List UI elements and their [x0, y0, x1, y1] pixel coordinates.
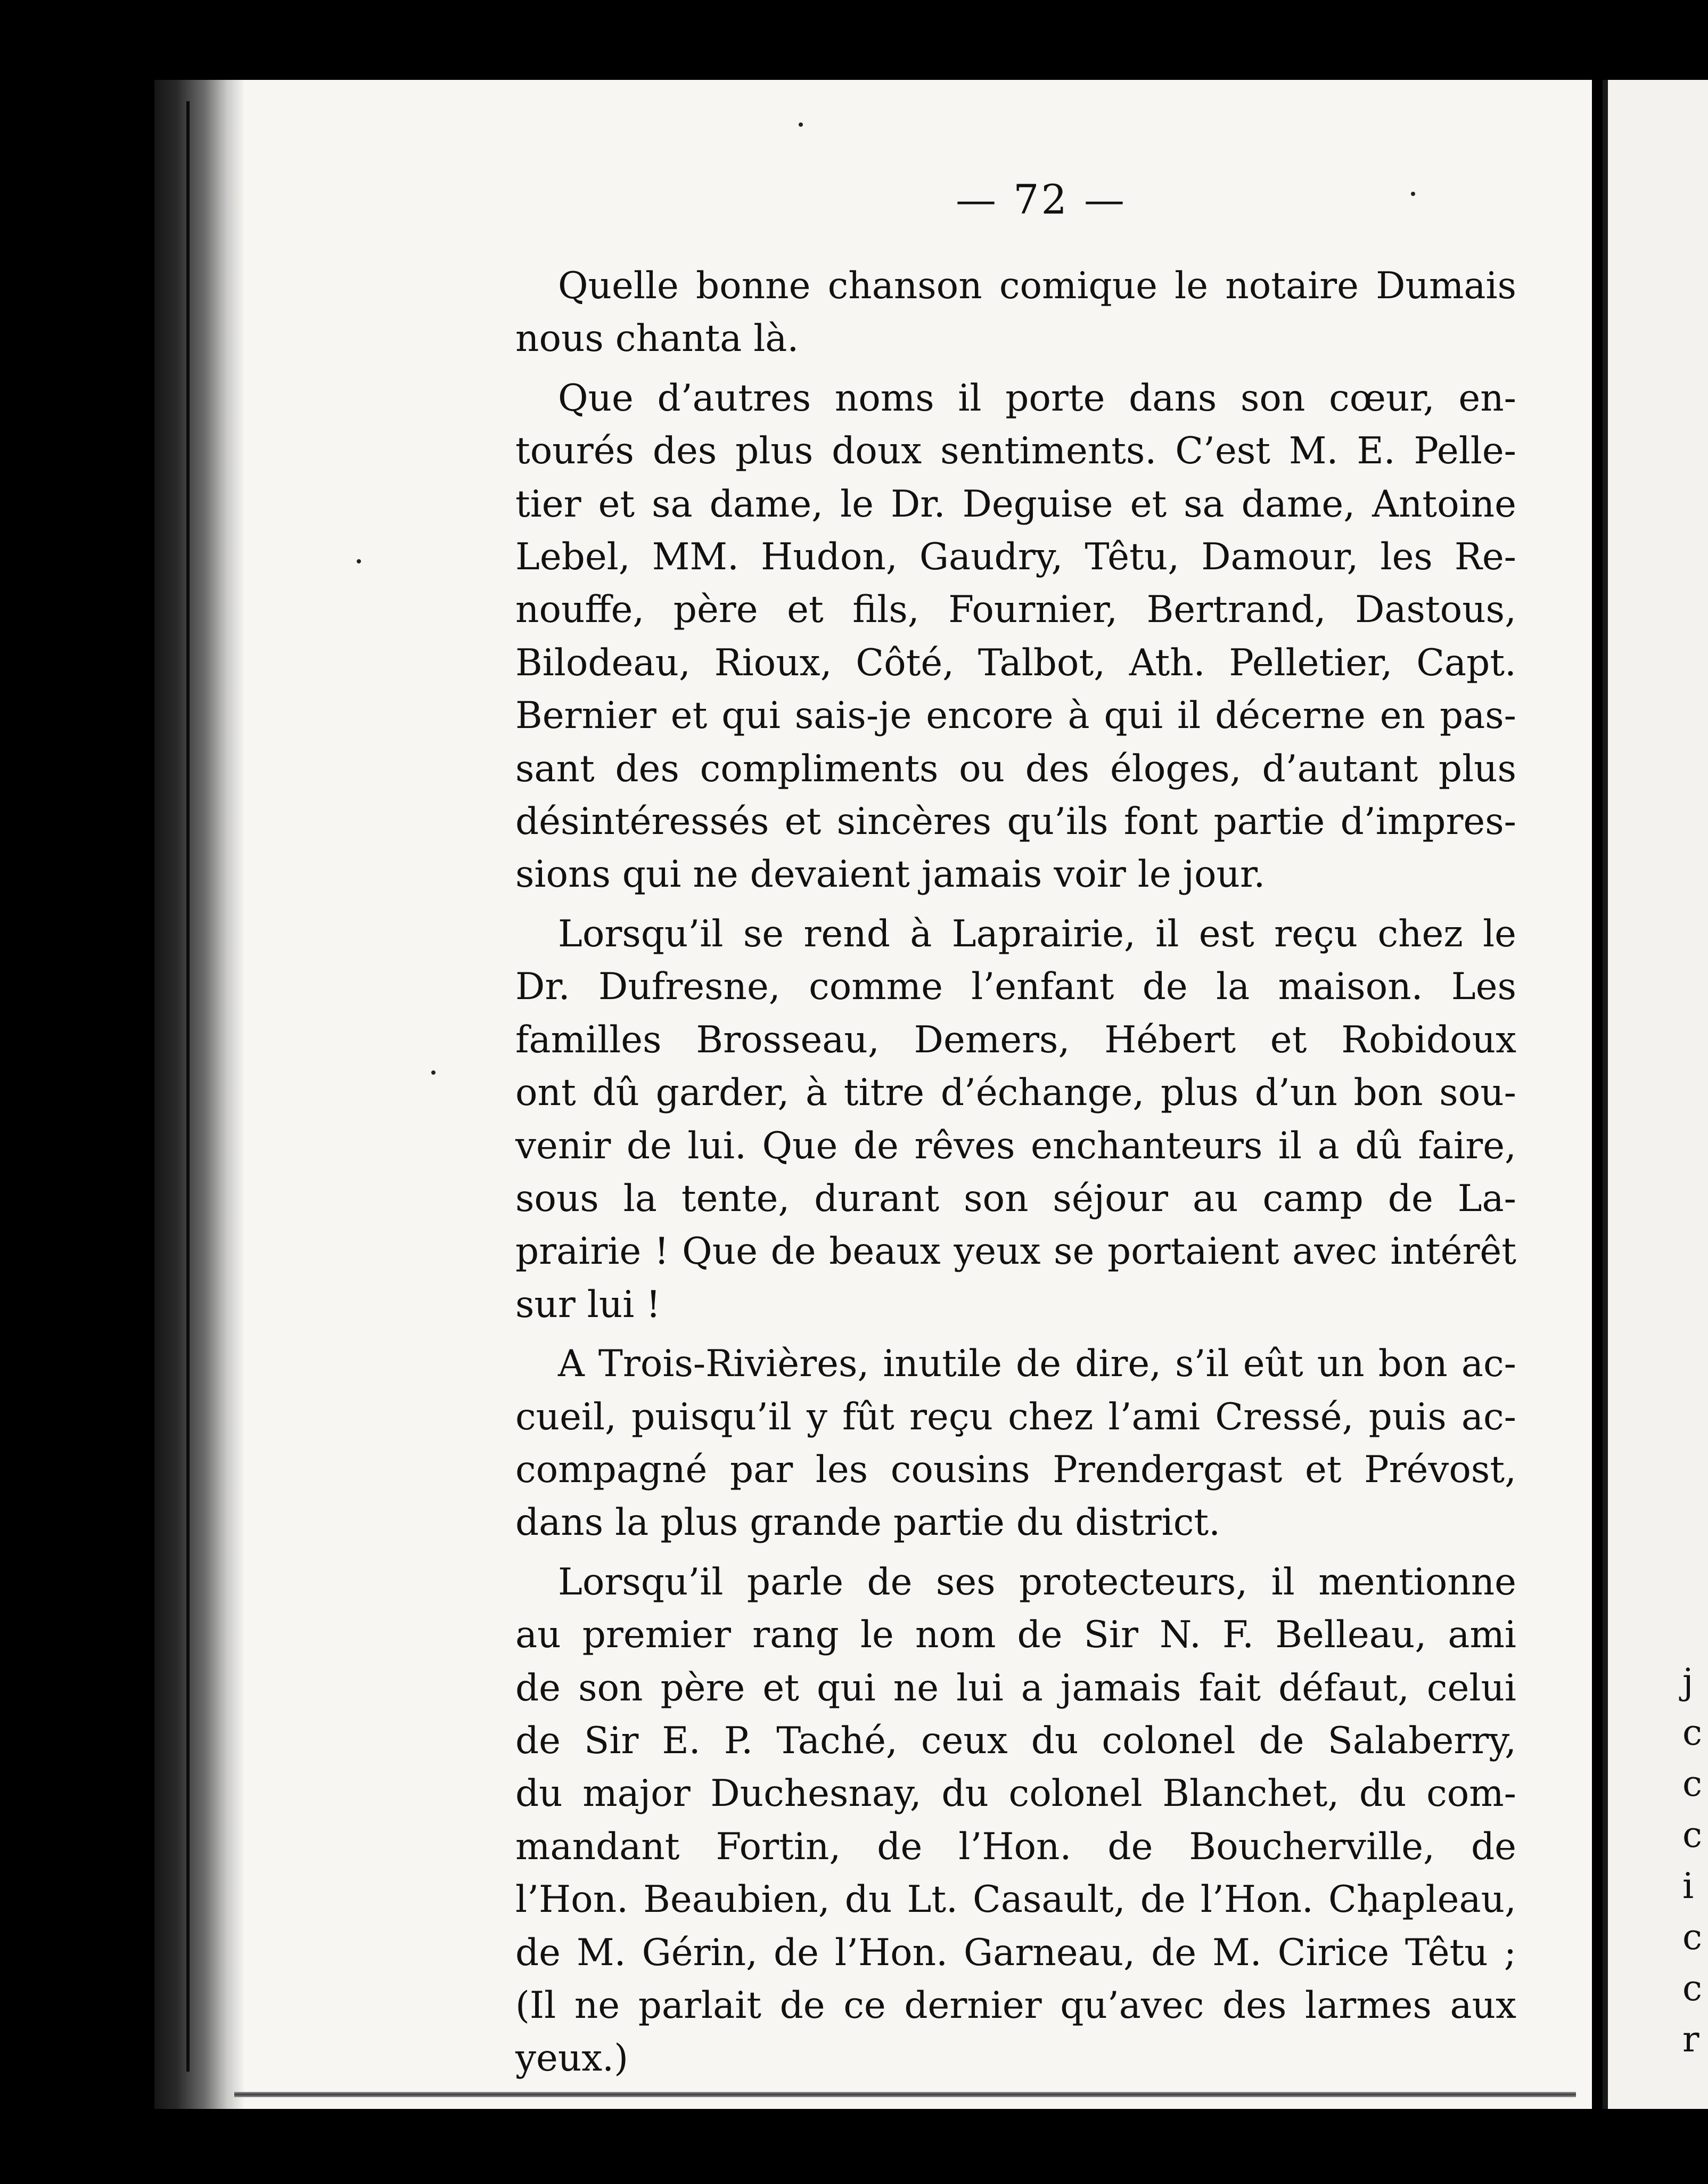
text-line: désintéressés et sincères qu’ils font partie d’impres-: [515, 800, 1516, 844]
bottom-edge-rule: [234, 2092, 1576, 2097]
text-line: venir de lui. Que de rêves enchanteurs il a dû faire,: [515, 1124, 1516, 1167]
text-line: yeux.): [515, 2037, 629, 2080]
gutter-shadow-line: [186, 101, 190, 2072]
text-line: (Il ne parlait de ce dernier qu’avec des larmes aux: [515, 1984, 1516, 2027]
facing-page-letters: [1682, 1656, 1708, 2065]
binding-gutter: [154, 80, 245, 2109]
text-line: tourés des plus doux sentiments. C’est M. E. Pelle-: [515, 430, 1516, 473]
text-line: Quelle bonne chanson comique le notaire Dumais: [558, 265, 1516, 307]
facing-page-letter: c: [1682, 1814, 1702, 1855]
facing-page-border: [1603, 80, 1608, 2109]
page-number: — 72 —: [956, 176, 1127, 223]
facing-page-letter: c: [1682, 1968, 1702, 2009]
paragraph: [515, 908, 1516, 1331]
text-line: l’Hon. Beaubien, du Lt. Casault, de l’Hon. Chapleau,: [515, 1878, 1516, 1921]
body-text: [515, 260, 1516, 2092]
text-line: nous chanta là.: [515, 317, 799, 361]
text-line: Bilodeau, Rioux, Côté, Talbot, Ath. Pelletier, Capt.: [515, 641, 1516, 684]
text-line: compagné par les cousins Prendergast et Prévost,: [515, 1448, 1516, 1491]
text-line: de son père et qui ne lui a jamais fait défaut, celui: [515, 1666, 1516, 1709]
paragraph: [515, 1556, 1516, 2085]
text-line: ont dû garder, à titre d’échange, plus d’un bon sou-: [515, 1071, 1516, 1115]
facing-page-letter: c: [1682, 1763, 1702, 1804]
text-line: Que d’autres noms il porte dans son cœur, en-: [558, 377, 1516, 420]
ink-speck: [799, 122, 803, 127]
paragraph: [515, 260, 1516, 366]
ink-speck: [1411, 192, 1415, 196]
facing-page-letter: c: [1682, 1712, 1702, 1753]
text-line: mandant Fortin, de l’Hon. de Boucherville, de: [515, 1825, 1516, 1868]
facing-page-letter: c: [1682, 1917, 1702, 1958]
text-line: Bernier et qui sais-je encore à qui il décerne en pas-: [515, 694, 1516, 738]
facing-page-letter: r: [1682, 2019, 1699, 2060]
text-line: Dr. Dufresne, comme l’enfant de la maison. Les: [515, 966, 1516, 1009]
text-line: au premier rang le nom de Sir N. F. Belleau, ami: [515, 1614, 1516, 1657]
text-line: Lebel, MM. Hudon, Gaudry, Têtu, Damour, les Re-: [515, 536, 1516, 579]
text-line: du major Duchesnay, du colonel Blanchet, du com-: [515, 1772, 1516, 1815]
text-line: cueil, puisqu’il y fût reçu chez l’ami Cressé, puis ac-: [515, 1395, 1516, 1438]
text-line: dans la plus grande partie du district.: [515, 1501, 1221, 1544]
text-line: prairie ! Que de beaux yeux se portaient avec intérêt: [515, 1230, 1516, 1273]
text-line: Lorsqu’il se rend à Laprairie, il est reçu chez le: [558, 912, 1516, 955]
paragraph: [515, 372, 1516, 902]
text-line: sur lui !: [515, 1283, 661, 1326]
text-line: tier et sa dame, le Dr. Deguise et sa dame, Antoine: [515, 482, 1516, 526]
ink-speck: [357, 559, 361, 563]
text-line: sous la tente, durant son séjour au camp de La-: [515, 1177, 1516, 1220]
facing-page-edge: [1603, 80, 1708, 2109]
text-line: sions qui ne devaient jamais voir le jour.: [515, 853, 1266, 896]
text-line: nouffe, père et fils, Fournier, Bertrand, Dastous,: [515, 588, 1516, 632]
text-line: A Trois-Rivières, inutile de dire, s’il eût un bon ac-: [558, 1343, 1516, 1386]
facing-page-letter: i: [1682, 1866, 1694, 1907]
facing-page-letter: j: [1682, 1661, 1694, 1702]
text-line: de M. Gérin, de l’Hon. Garneau, de M. Cirice Têtu ;: [515, 1931, 1516, 1974]
text-line: familles Brosseau, Demers, Hébert et Robidoux: [515, 1018, 1516, 1061]
text-line: de Sir E. P. Taché, ceux du colonel de Salaberry,: [515, 1719, 1516, 1762]
text-line: Lorsqu’il parle de ses protecteurs, il mentionne: [558, 1560, 1516, 1604]
text-line: sant des compliments ou des éloges, d’autant plus: [515, 747, 1516, 790]
paragraph: [515, 1338, 1516, 1550]
ink-speck: [431, 1070, 436, 1075]
